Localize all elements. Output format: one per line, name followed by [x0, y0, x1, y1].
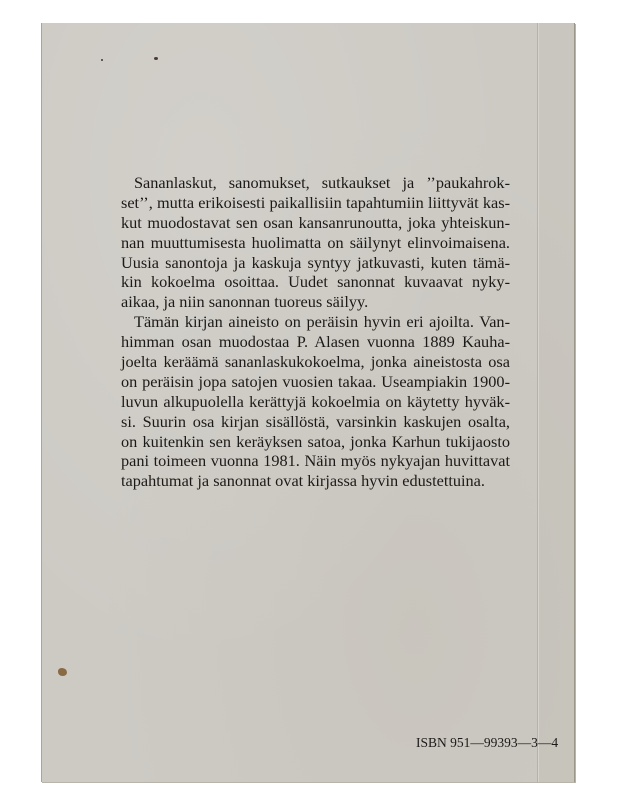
- text-line: kut muodostavat sen osan kansanrunoutta, joka yhteiskun-: [121, 212, 510, 232]
- spine-fold-strip: [538, 23, 575, 782]
- paper-stain: [58, 668, 67, 676]
- text-line: nan muuttumisesta huolimatta on säilynyt elinvoimaisena.: [121, 232, 510, 252]
- paper-speck: [101, 59, 103, 61]
- text-line: aikaa, ja niin sanonnan tuoreus säilyy.: [121, 292, 369, 312]
- text-line: on kuitenkin sen keräyksen satoa, jonka Karhun tukijaosto: [121, 431, 510, 451]
- text-line: on peräisin jopa satojen vuosien takaa. Useampiakin 1900-: [121, 371, 510, 391]
- paper-speck: [154, 57, 158, 60]
- text-line: set’’, mutta erikoisesti paikallisiin tapahtumiin liittyvät kas-: [121, 192, 510, 212]
- text-line: tapahtumat ja sanonnat ovat kirjassa hyvin edustettuina.: [121, 471, 485, 491]
- text-line: luvun alkupuolella kerättyjä kokoelmia on käytetty hyväk-: [121, 391, 510, 411]
- text-line: Sananlaskut, sanomukset, sutkaukset ja ’’paukahrok-: [134, 173, 510, 192]
- text-line: himman osan muodostaa P. Alasen vuonna 1889 Kauha-: [121, 332, 510, 352]
- text-line: pani toimeen vuonna 1981. Näin myös nykyajan huvittavat: [121, 451, 510, 471]
- text-line: joelta keräämä sananlaskukokoelma, jonka aineistosta osa: [121, 352, 510, 372]
- text-line: kin kokoelma osoittaa. Uudet sanonnat kuvaavat nyky-: [121, 272, 510, 292]
- blurb-text: [121, 173, 510, 491]
- book-back-cover: [41, 23, 575, 782]
- isbn-number: ISBN 951—99393—3—4: [416, 735, 559, 750]
- text-line: si. Suurin osa kirjan sisällöstä, varsinkin kaskujen osalta,: [121, 411, 510, 431]
- paragraph-2: [121, 312, 510, 491]
- text-line: Tämän kirjan aineisto on peräisin hyvin eri ajoilta. Van-: [134, 312, 510, 332]
- paragraph-1: [121, 173, 510, 312]
- text-line: Uusia sanontoja ja kaskuja syntyy jatkuvasti, kuten tämä-: [121, 252, 510, 272]
- fold-crease: [537, 23, 538, 782]
